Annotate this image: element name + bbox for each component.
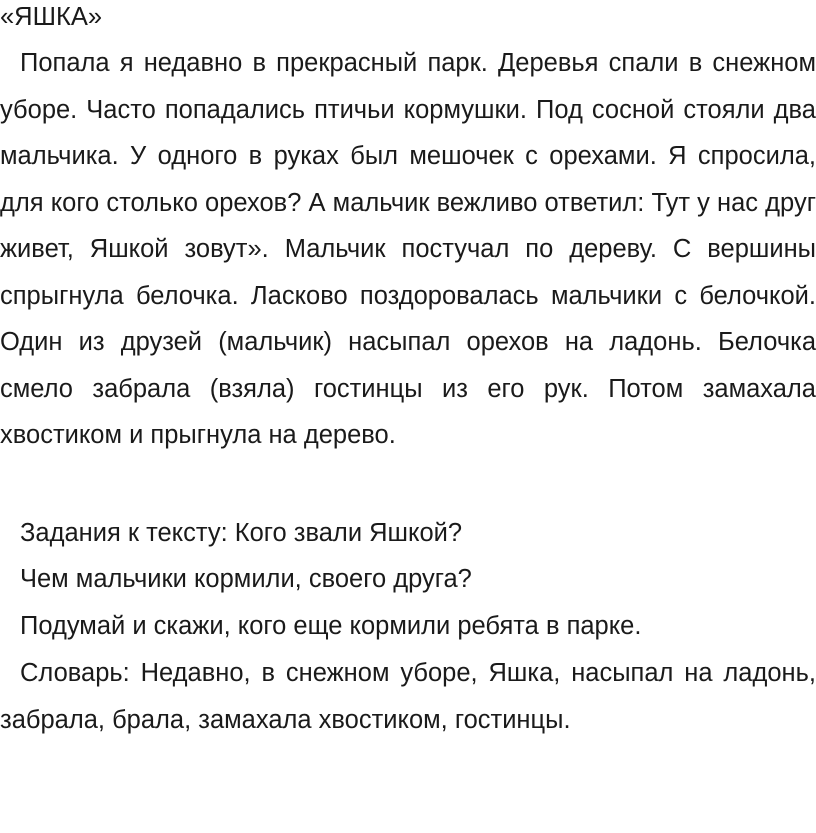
task-question-2: Чем мальчики кормили, своего друга? (20, 565, 472, 593)
story-paragraph: Попала я недавно в прекрасный парк. Деревья спали в снежном уборе. Часто попадались птичьи кормушки. Под сосной стояли два мальчика. У одного в руках был мешочек с орехами. Я спросила, для кого столько орехов? А мальчик вежливо ответил: Тут у нас друг живет, Яшкой зовут». Мальчик постучал по дереву. С вершины спрыгнула белочка. Ласково поздоровалась мальчики с белочкой. Один из друзей (мальчик) насыпал орехов на ладонь. Белочка смело забрала (взяла) гостинцы из его рук. Потом замахала хвостиком и прыгнула на дерево. (0, 49, 816, 449)
document-title: «ЯШКА» (0, 3, 103, 31)
task-question-1: Задания к тексту: Кого звали Яшкой? (20, 519, 463, 547)
vocabulary-paragraph: Словарь: Недавно, в снежном уборе, Яшка, насыпал на ладонь, забрала, брала, замахала хвостиком, гостинцы. (0, 659, 816, 734)
task-question-3: Подумай и скажи, кого еще кормили ребята в парке. (20, 612, 642, 640)
